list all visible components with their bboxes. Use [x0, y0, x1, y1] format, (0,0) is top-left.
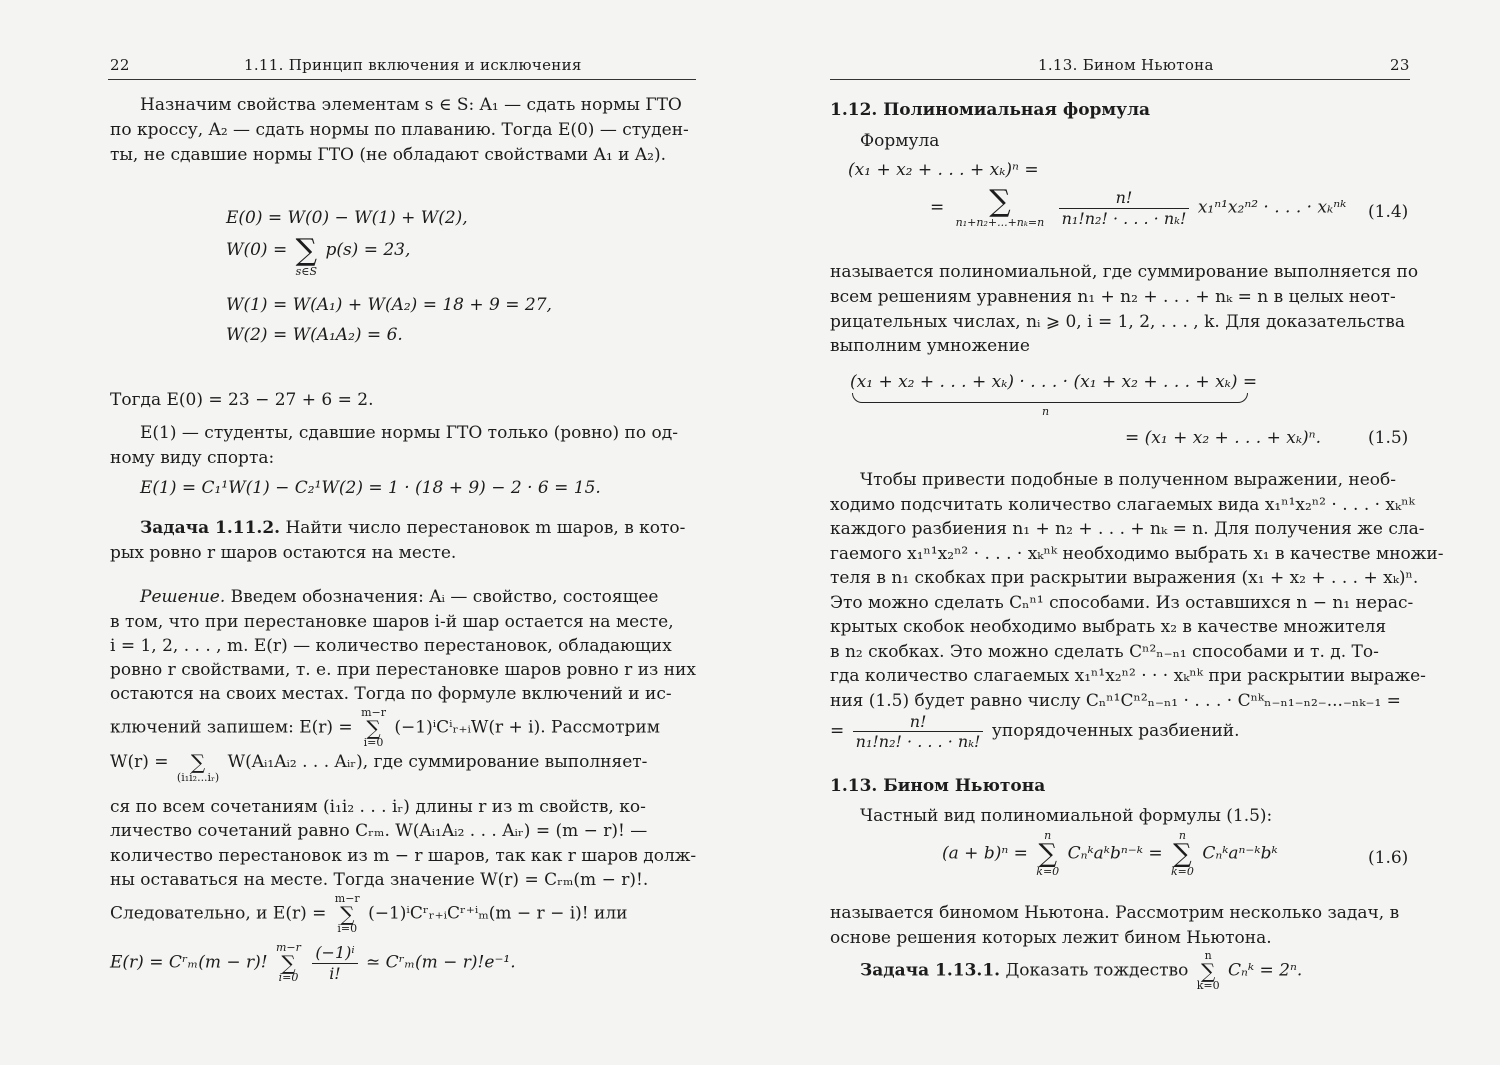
text-part: ключений запишем: E(r) =	[110, 717, 353, 738]
text-line: рых ровно r шаров остаются на месте.	[110, 543, 457, 563]
equation-part: x₁ⁿ¹x₂ⁿ² · . . . · xₖⁿᵏ	[1197, 197, 1347, 218]
text-line	[110, 752, 647, 784]
text-line: в том, что при перестановке шаров i-й шар остается на месте,	[110, 612, 674, 632]
solution-line	[140, 587, 659, 607]
text-line: рицательных числах, nᵢ ⩾ 0, i = 1, 2, . . . , k. Для доказательства	[830, 312, 1405, 332]
text-line: каждого разбиения n₁ + n₂ + . . . + nₖ = n. Для получения же сла-	[830, 519, 1425, 539]
equation: = (x₁ + x₂ + . . . + xₖ)ⁿ.	[1125, 428, 1321, 448]
text-line: гда количество слагаемых x₁ⁿ¹x₂ⁿ² · · · xₖⁿᵏ при раскрытии выраже-	[830, 666, 1426, 686]
text-line: основе решения которых лежит бином Ньютона.	[830, 928, 1272, 948]
equation-part: p(s) = 23,	[325, 240, 411, 260]
sum-symbol: n ∑ k=0	[1036, 829, 1060, 878]
text-line	[110, 893, 628, 935]
equation-part: =	[930, 197, 945, 218]
task-label: Задача 1.13.1.	[860, 960, 1001, 981]
text-part: W(Aᵢ₁Aᵢ₂ . . . Aᵢᵣ), где суммирование выполняет-	[227, 752, 648, 772]
text-line: в n₂ скобках. Это можно сделать Cⁿ²ₙ₋ₙ₁ способами и т. д. То-	[830, 642, 1379, 662]
page-number: 23	[1390, 56, 1410, 74]
running-header: 1.11. Принцип включения и исключения	[244, 56, 582, 74]
text-line: E(1) — студенты, сдавшие нормы ГТО только (ровно) по од-	[140, 423, 678, 443]
text-part: W(r) =	[110, 752, 169, 772]
equation-number: (1.6)	[1368, 848, 1409, 868]
text-line: ному виду спорта:	[110, 448, 275, 468]
text-part: упорядоченных разбиений.	[991, 721, 1240, 742]
sum-symbol: n ∑ k=0	[1171, 829, 1194, 878]
equation-part: E(r) = Cʳₘ(m − r)!	[110, 952, 268, 973]
text-line: по кроссу, A₂ — сдать нормы по плаванию. Тогда E(0) — студен-	[110, 120, 689, 140]
text-line: крытых скобок необходимо выбрать x₂ в качестве множителя	[830, 617, 1387, 637]
text-line: Назначим свойства элементам s ∈ S: A₁ — сдать нормы ГТО	[140, 95, 682, 115]
sum-symbol: ∑ n₁+n₂+...+nₖ=n	[955, 184, 1045, 229]
text-line: ты, не сдавшие нормы ГТО (не обладают свойствами A₁ и A₂).	[110, 145, 667, 165]
underbrace-label: n	[1042, 405, 1050, 418]
text-line: всем решениям уравнения n₁ + n₂ + . . . + nₖ = n в целых неот-	[830, 287, 1396, 307]
task-line	[140, 518, 685, 538]
equation: E(0) = W(0) − W(1) + W(2),	[226, 208, 468, 228]
equation-part: ≃ Cʳₘ(m − r)!e⁻¹.	[366, 952, 516, 973]
task-equation: Cₙᵏ = 2ⁿ.	[1228, 960, 1303, 981]
text-line: ходимо подсчитать количество слагаемых вида x₁ⁿ¹x₂ⁿ² · . . . · xₖⁿᵏ	[830, 495, 1415, 515]
text-line: остаются на своих местах. Тогда по формуле включений и ис-	[110, 684, 672, 704]
solution-text: Введем обозначения: Aᵢ — свойство, состоящее	[225, 587, 659, 607]
equation-number: (1.5)	[1368, 428, 1409, 448]
sum-symbol: ∑ (i₁i₂...iᵣ)	[176, 750, 220, 784]
text-line: выполним умножение	[830, 336, 1030, 356]
text-line: ния (1.5) будет равно числу Cₙⁿ¹Cⁿ²ₙ₋ₙ₁ · . . . · Cⁿᵏₙ₋ₙ₁₋ₙ₂₋...₋ₙₖ₋₁ =	[830, 691, 1401, 711]
text-line: Это можно сделать Cₙⁿ¹ способами. Из оставшихся n − n₁ нерас-	[830, 593, 1414, 613]
sum-symbol: m−r ∑ i=0	[276, 941, 301, 984]
equation-part: Cₙᵏaⁿ⁻ᵏbᵏ	[1202, 843, 1278, 864]
text-line	[830, 712, 1240, 751]
section-title: 1.13. Бином Ньютона	[830, 776, 1046, 796]
running-header: 1.13. Бином Ньютона	[1038, 56, 1214, 74]
equation-number: (1.4)	[1368, 202, 1409, 222]
text-line: личество сочетаний равно Cᵣₘ. W(Aᵢ₁Aᵢ₂ . . . Aᵢᵣ) = (m − r)! —	[110, 821, 648, 841]
text-line: называется полиномиальной, где суммирование выполняется по	[830, 262, 1419, 282]
page-number: 22	[110, 56, 130, 74]
equation	[942, 830, 1278, 878]
equation: W(1) = W(A₁) + W(A₂) = 18 + 9 = 27,	[226, 295, 552, 315]
text-line: гаемого x₁ⁿ¹x₂ⁿ² · . . . · xₖⁿᵏ необходимо выбрать x₁ в качестве множи-	[830, 544, 1444, 564]
header-rule	[108, 79, 696, 80]
text-line: ся по всем сочетаниям (i₁i₂ . . . iᵣ) длины r из m свойств, ко-	[110, 797, 646, 817]
equation-part: (a + b)ⁿ =	[942, 843, 1028, 864]
equation: (x₁ + x₂ + . . . + xₖ) · . . . · (x₁ + x₂ + . . . + xₖ) =	[850, 372, 1258, 392]
solution-label: Решение.	[140, 587, 226, 607]
equation	[110, 942, 516, 984]
sum-symbol: n ∑ k=0	[1196, 949, 1220, 992]
sum-symbol: ∑ s∈S	[295, 233, 318, 278]
text-part: (−1)ⁱCⁱᵣ₊ᵢW(r + i). Рассмотрим	[394, 717, 660, 738]
text-line: Тогда E(0) = 23 − 27 + 6 = 2.	[110, 390, 374, 410]
text-part: =	[830, 721, 845, 742]
equation: E(1) = C₁¹W(1) − C₂¹W(2) = 1 · (18 + 9) − 2 · 6 = 15.	[140, 478, 601, 498]
text-part: Следовательно, и E(r) =	[110, 903, 327, 924]
task-line	[860, 950, 1302, 992]
equation	[226, 233, 411, 278]
sum-symbol: m−r ∑ i=0	[361, 706, 386, 749]
equation-part: W(0) =	[226, 240, 288, 260]
fraction: $\frac{\text{(−1)ⁱ}}{i!}$	[312, 943, 357, 982]
sum-symbol: m−r ∑ i=0	[334, 892, 360, 935]
equation-part: Cₙᵏaᵏbⁿ⁻ᵏ =	[1067, 843, 1163, 864]
text-line: Частный вид полиномиальной формулы (1.5):	[860, 806, 1273, 826]
text-line: Чтобы привести подобные в полученном выражении, необ-	[860, 470, 1396, 490]
text-line	[110, 707, 660, 749]
task-text: Найти число перестановок m шаров, в кото-	[280, 518, 686, 538]
equation	[930, 184, 1347, 229]
fraction: $\frac{n!}{\text{n₁!n₂! · . . . · nₖ!}}$	[1059, 188, 1190, 227]
underbrace	[852, 393, 1248, 403]
right-page	[750, 0, 1500, 1065]
equation: (x₁ + x₂ + . . . + xₖ)ⁿ =	[848, 160, 1039, 180]
text-line: количество перестановок из m − r шаров, так как r шаров долж-	[110, 846, 697, 866]
task-label: Задача 1.11.2.	[140, 518, 281, 538]
text-part: (−1)ⁱCʳᵣ₊ᵢCʳ⁺ⁱₘ(m − r − i)! или	[368, 903, 628, 924]
task-text: Доказать тождество	[1000, 960, 1189, 981]
equation: W(2) = W(A₁A₂) = 6.	[226, 325, 403, 345]
section-title: 1.12. Полиномиальная формула	[830, 100, 1151, 120]
text-line: ны оставаться на месте. Тогда значение W(r) = Cᵣₘ(m − r)!.	[110, 870, 649, 890]
text-line: теля в n₁ скобках при раскрытии выражения (x₁ + x₂ + . . . + xₖ)ⁿ.	[830, 568, 1419, 588]
text-line: называется биномом Ньютона. Рассмотрим несколько задач, в	[830, 903, 1400, 923]
text-line: Формула	[860, 131, 940, 151]
fraction: $\frac{n!}{\text{n₁!n₂! · . . . · nₖ!}}$	[853, 712, 984, 751]
header-rule	[830, 79, 1410, 80]
text-line: ровно r свойствами, т. е. при перестановке шаров ровно r из них	[110, 660, 696, 680]
text-line: i = 1, 2, . . . , m. E(r) — количество перестановок, обладающих	[110, 636, 672, 656]
